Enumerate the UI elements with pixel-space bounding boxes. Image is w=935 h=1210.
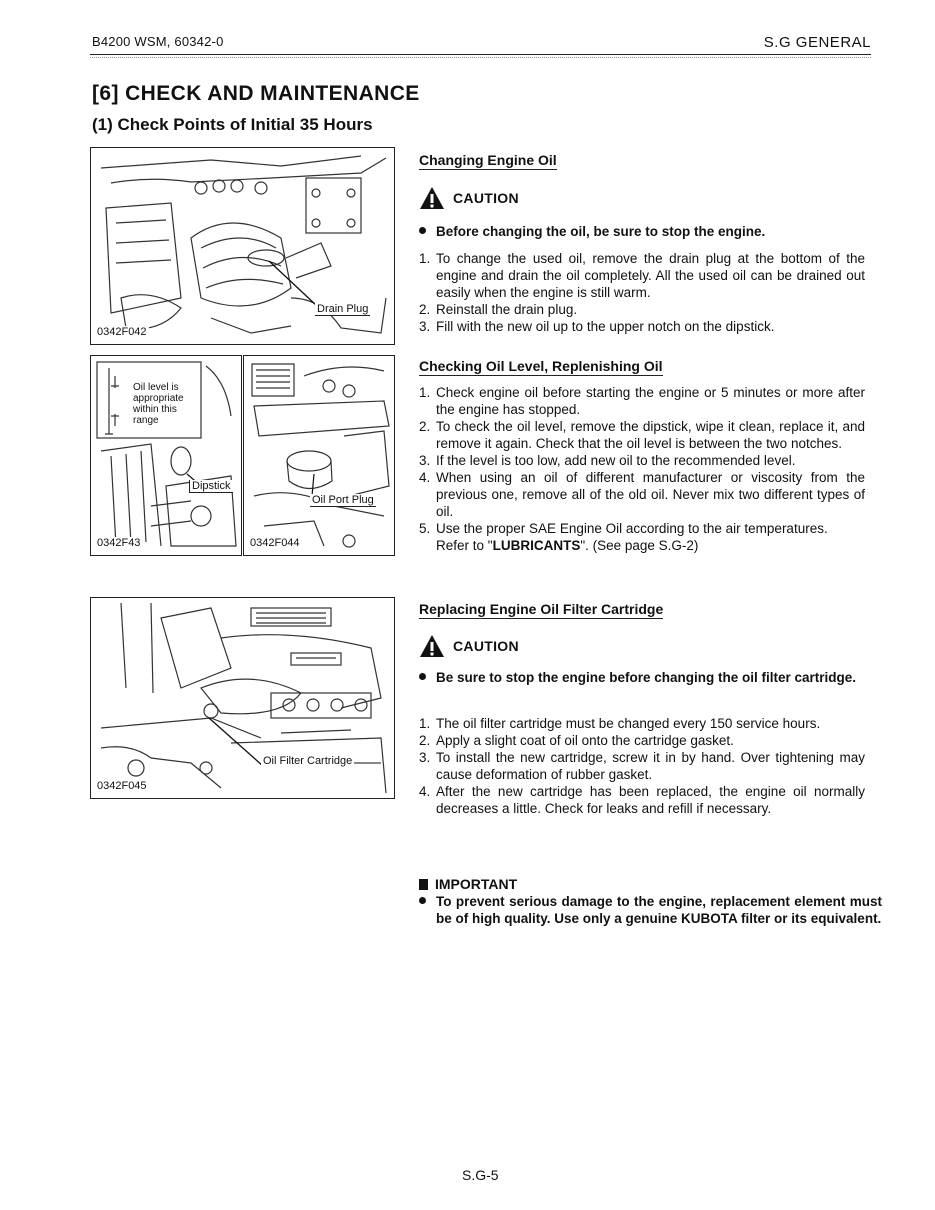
callout-drain-plug: Drain Plug: [317, 303, 369, 315]
figure-drain-plug: [90, 147, 395, 345]
list-item: 5. Use the proper SAE Engine Oil according to the air temperatures. Refer to "LUBRICANTS". (See page S.G-2): [419, 520, 865, 554]
note-line: range: [133, 415, 159, 426]
important-label: [419, 876, 517, 892]
warning-triangle-icon: [419, 634, 445, 658]
callout-oil-filter-cartridge: Oil Filter Cartridge: [263, 755, 353, 767]
page-subtitle: (1) Check Points of Initial 35 Hours: [92, 115, 373, 134]
figure-code: 0342F43: [97, 537, 141, 549]
list-item: 2. Reinstall the drain plug.: [419, 302, 578, 317]
refer-line: Refer to "LUBRICANTS". (See page S.G-2): [436, 538, 699, 553]
note-line: appropriate: [133, 393, 184, 404]
dipstick-level-note: [131, 382, 186, 426]
step-text: Check engine oil before starting the engine or 5 minutes or more after the engine has stopped.: [436, 385, 865, 417]
replacing-filter-steps: [419, 715, 865, 817]
warning-text: Be sure to stop the engine before changing the oil filter cartridge.: [436, 670, 857, 685]
bullet-icon: [419, 897, 426, 904]
oil-port-illustration: [244, 356, 394, 555]
step-text: To change the used oil, remove the drain plug at the bottom of the engine and drain the oil completely. All the used oil can be drained out easily when the engine is still warm.: [436, 251, 865, 300]
square-icon: [419, 879, 428, 890]
caution-text: CAUTION: [453, 638, 519, 654]
header-rule: [90, 54, 871, 55]
important-bullet: To prevent serious damage to the engine, replacement element must be of high quality. Use only a genuine KUBOTA filter or its equivalent.: [419, 893, 882, 927]
important-text: IMPORTANT: [435, 876, 518, 892]
step-text: When using an oil of different manufacturer or viscosity from the previous one, remove all of the old oil. Never mix two different types of oil.: [436, 470, 865, 519]
list-item: 2. To check the oil level, remove the dipstick, wipe it clean, replace it, and remove it again. Check that the oil level is between the two notches.: [419, 419, 865, 451]
figure-code: 0342F044: [250, 537, 300, 549]
figure-oil-filter: [90, 597, 395, 799]
caution-label: [419, 186, 519, 210]
step-text: To check the oil level, remove the dipstick, wipe it clean, replace it, and remove it again. Check that the oil level is between the two notches.: [436, 419, 865, 451]
section-title-replacing-filter: Replacing Engine Oil Filter Cartridge: [419, 601, 664, 617]
section-label: S.G GENERAL: [763, 34, 871, 51]
page-title: [6] CHECK AND MAINTENANCE: [92, 82, 420, 105]
page-number: S.G-5: [462, 1167, 499, 1183]
step-text: After the new cartridge has been replaced, the engine oil normally decreases a little. Check for leaks and refill if necessary.: [436, 784, 865, 816]
list-item: 4. When using an oil of different manufacturer or viscosity from the previous one, remove all of the old oil. Never mix two different types of oil.: [419, 470, 865, 519]
list-item: 1. Check engine oil before starting the engine or 5 minutes or more after the engine has stopped.: [419, 385, 865, 417]
changing-oil-steps: [419, 250, 865, 335]
warning-bullet: [419, 669, 882, 686]
note-line: within this: [133, 404, 177, 415]
list-item: 4. After the new cartridge has been replaced, the engine oil normally decreases a little. Check for leaks and refill if necessary.: [419, 784, 865, 816]
step-text: Fill with the new oil up to the upper notch on the dipstick.: [436, 319, 775, 334]
step-text: Apply a slight coat of oil onto the cartridge gasket.: [436, 733, 734, 748]
step-text: To install the new cartridge, screw it in by hand. Over tightening may cause deformation of rubber gasket.: [436, 750, 865, 782]
section-title-checking-oil: Checking Oil Level, Replenishing Oil: [419, 358, 663, 374]
warning-bullet: [419, 223, 865, 240]
bullet-icon: [419, 673, 426, 680]
callout-dipstick: Dipstick: [189, 480, 233, 493]
doc-code: B4200 WSM, 60342-0: [92, 34, 224, 49]
figure-oil-port-plug: [243, 355, 395, 556]
warning-triangle-icon: [419, 186, 445, 210]
step-text: The oil filter cartridge must be changed every 150 service hours.: [436, 716, 821, 731]
list-item: 1. To change the used oil, remove the drain plug at the bottom of the engine and drain the oil completely. All the used oil can be drained out easily when the engine is still warm.: [419, 251, 865, 300]
figure-code: 0342F045: [97, 780, 147, 792]
list-item: 3. Fill with the new oil up to the upper notch on the dipstick.: [419, 319, 775, 334]
list-item: 2. Apply a slight coat of oil onto the cartridge gasket.: [419, 733, 734, 748]
section-title-changing-oil: Changing Engine Oil: [419, 152, 557, 168]
header-rule-dotted: [90, 57, 871, 58]
warning-text: Before changing the oil, be sure to stop the engine.: [436, 224, 766, 239]
callout-oil-port-plug: Oil Port Plug: [312, 494, 374, 506]
list-item: 3. To install the new cartridge, screw it in by hand. Over tightening may cause deformation of rubber gasket.: [419, 750, 865, 782]
list-item: 1. The oil filter cartridge must be changed every 150 service hours.: [419, 716, 821, 731]
step-text: If the level is too low, add new oil to the recommended level.: [436, 453, 796, 468]
bullet-icon: [419, 227, 426, 234]
figure-dipstick: [90, 355, 242, 556]
caution-text: CAUTION: [453, 190, 519, 206]
figure-code: 0342F042: [97, 326, 147, 338]
step-text: Reinstall the drain plug.: [436, 302, 578, 317]
caution-label: [419, 634, 519, 658]
checking-oil-steps: [419, 384, 865, 554]
note-line: Oil level is: [133, 382, 179, 393]
step-text: Use the proper SAE Engine Oil according to the air temperatures.: [436, 521, 828, 536]
list-item: 3. If the level is too low, add new oil to the recommended level.: [419, 453, 796, 468]
oil-filter-illustration: [91, 598, 394, 798]
